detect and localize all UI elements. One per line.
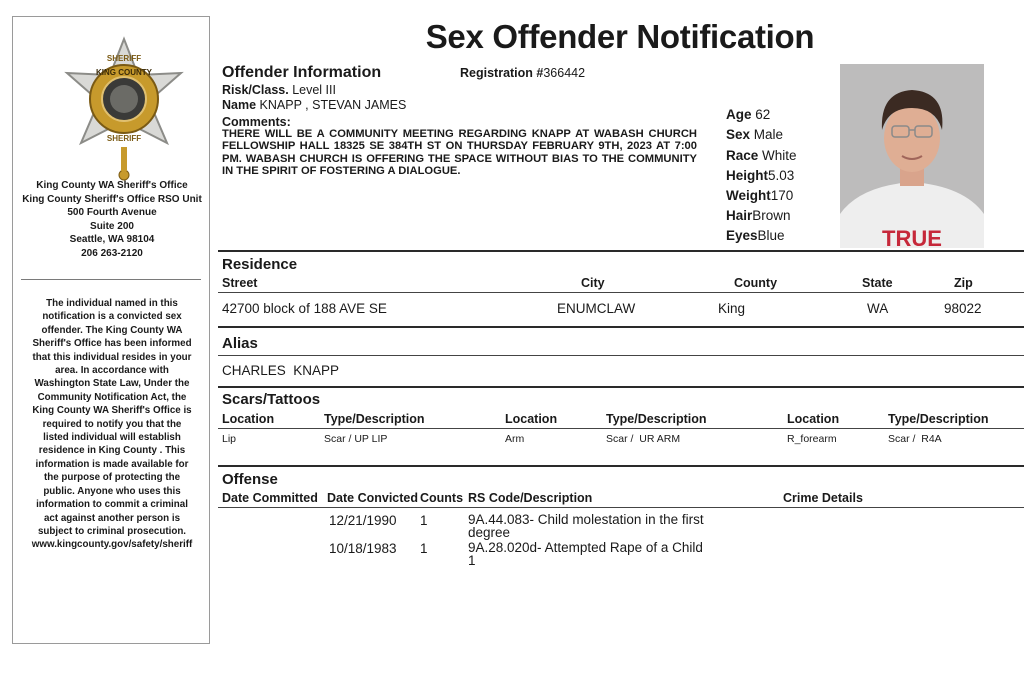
offense-convicted: 10/18/1983 — [329, 541, 397, 556]
office-line: 206 263-2120 — [81, 247, 143, 259]
residence-col-zip: Zip — [954, 276, 973, 290]
badge-ring-text: KING COUNTY — [96, 68, 152, 77]
alias-header-rule — [218, 355, 1024, 356]
page-title: Sex Offender Notification — [425, 18, 815, 55]
offense-counts: 1 — [420, 541, 428, 556]
offender-name — [222, 98, 406, 112]
offense-col-rs-code: RS Code/Description — [468, 491, 593, 505]
age-field — [726, 107, 770, 122]
office-line: King County Sheriff's Office RSO Unit — [22, 193, 202, 205]
risk-class — [222, 83, 336, 97]
eyes-field — [726, 228, 785, 243]
residence-heading: Residence — [222, 256, 298, 273]
offense-convicted: 12/21/1990 — [329, 513, 397, 528]
weight-label: Weight — [726, 188, 771, 203]
residence-col-street: Street — [222, 276, 258, 290]
offense-col-convicted: Date Convicted — [327, 491, 418, 505]
race-value: White — [762, 148, 797, 163]
sheriff-sidebar — [12, 16, 210, 644]
name-value: KNAPP , STEVAN JAMES — [259, 98, 407, 112]
residence-state: WA — [867, 301, 889, 316]
residence-street: 42700 block of 188 AVE SE — [222, 301, 387, 316]
race-field — [726, 148, 797, 163]
alias-heading: Alias — [222, 335, 258, 352]
offense-top-rule — [218, 465, 1024, 467]
office-line: Suite 200 — [90, 220, 134, 232]
scar-location: Lip — [222, 433, 237, 445]
race-label: Race — [726, 148, 759, 163]
offense-counts: 1 — [420, 513, 428, 528]
sex-field — [726, 127, 783, 142]
name-label: Name — [222, 98, 257, 112]
offense-col-counts: Counts — [420, 491, 464, 505]
offense-header-rule — [218, 507, 1024, 508]
scar-location: Arm — [505, 433, 525, 445]
offense-rs-code: 9A.28.020d- Attempted Rape of a Child 1 — [468, 540, 703, 568]
residence-top-rule — [218, 250, 1024, 252]
residence-col-county: County — [734, 276, 778, 290]
office-line: 500 Fourth Avenue — [67, 207, 157, 219]
alias-top-rule — [218, 326, 1024, 328]
offense-col-details: Crime Details — [783, 491, 863, 505]
hair-value: Brown — [752, 208, 791, 223]
height-label: Height — [726, 168, 768, 183]
risk-label: Risk/Class. — [222, 83, 289, 97]
legal-notice-text: The individual named in this notification is a convicted sex offender. The King County WA Sheriff's Office has been informed that this individual resides in your area. In accordance with Washington State Law, Under the Community Notification Act, the King County WA Sheriff's Office is required to notify you that the listed individual will establish residence in King County . This information is made available for the purpose of protecting the public. Anyone who uses this information to commit a criminal act against another person is subject to criminal prosecution. — [32, 298, 192, 537]
alias-value: CHARLES KNAPP — [222, 363, 340, 378]
eyes-label: Eyes — [726, 228, 758, 243]
scar-type: Scar / R4A — [888, 433, 942, 445]
scars-col-type-2: Type/Description — [606, 412, 707, 426]
residence-zip: 98022 — [944, 301, 982, 316]
eyes-value: Blue — [757, 228, 785, 243]
height-field — [726, 168, 794, 183]
residence-city: ENUMCLAW — [557, 301, 636, 316]
badge-top-text: SHERIFF — [106, 54, 142, 63]
registration-value: 366442 — [543, 66, 586, 80]
sheriff-badge-logo — [59, 35, 189, 185]
comments-label: Comments: — [222, 115, 291, 129]
sidebar-divider — [21, 279, 201, 280]
offense-heading: Offense — [222, 471, 278, 488]
scars-col-type-3: Type/Description — [888, 412, 989, 426]
residence-col-city: City — [581, 276, 605, 290]
scars-col-type-1: Type/Description — [324, 412, 425, 426]
residence-header-rule — [218, 292, 1024, 293]
scars-col-location-2: Location — [505, 412, 558, 426]
residence-county: King — [718, 301, 746, 316]
registration-label: Registration # — [460, 66, 544, 80]
sheriff-website-link[interactable]: www.kingcounty.gov/safety/sheriff — [31, 539, 193, 551]
hair-label: Hair — [726, 208, 753, 223]
risk-value: Level III — [292, 83, 336, 97]
badge-bottom-text: SHERIFF — [106, 134, 142, 143]
weight-value: 170 — [770, 188, 794, 203]
office-line: Seattle, WA 98104 — [69, 234, 155, 246]
scars-col-location-1: Location — [222, 412, 275, 426]
sex-label: Sex — [726, 127, 751, 142]
scar-type: Scar / UP LIP — [324, 433, 388, 445]
comments-text: THERE WILL BE A COMMUNITY MEETING REGARDING KNAPP AT WABASH CHURCH FELLOWSHIP HALL 18325 SE 384TH ST ON THURSDAY FEBRUARY 9TH, 2023 AT 7:00 PM. WABASH CHURCH IS OFFERING THE SPACE WITHOUT BIAS TO THE COMMUNITY IN THE SPIRIT OF FOSTERING A DIALOGUE. — [222, 128, 697, 178]
scars-top-rule — [218, 386, 1024, 388]
height-value: 5.03 — [768, 168, 795, 183]
residence-col-state: State — [862, 276, 893, 290]
office-contact-info — [13, 179, 211, 261]
hair-field — [726, 208, 791, 223]
legal-notice — [29, 297, 195, 552]
sex-value: Male — [753, 127, 784, 142]
offense-rs-code: 9A.44.083- Child molestation in the first degree — [468, 512, 704, 540]
scars-col-location-3: Location — [787, 412, 840, 426]
offense-col-committed: Date Committed — [222, 491, 318, 505]
age-label: Age — [726, 107, 752, 122]
scars-heading: Scars/Tattoos — [222, 391, 321, 408]
offender-photo — [840, 64, 984, 248]
scars-header-rule — [218, 428, 1024, 429]
office-line: King County WA Sheriff's Office — [36, 180, 188, 191]
age-value: 62 — [755, 107, 771, 122]
scar-type: Scar / UR ARM — [606, 433, 681, 445]
shirt-print-text: TRUE — [882, 226, 942, 248]
weight-field — [726, 188, 793, 203]
registration-number — [460, 66, 585, 80]
scar-location: R_forearm — [787, 433, 837, 445]
offender-info-heading: Offender Information — [222, 64, 382, 81]
